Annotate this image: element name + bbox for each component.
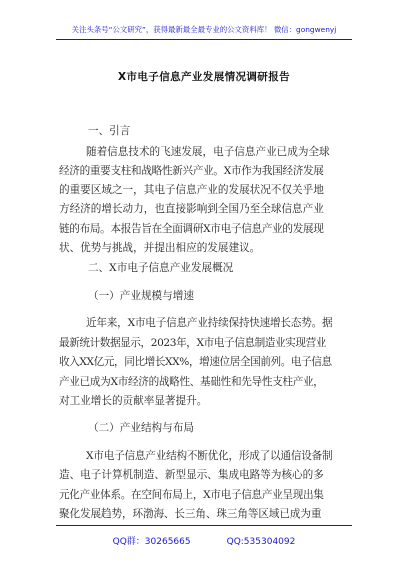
paragraph-line: 方经济的增长动力，也直接影响到全国乃至全球信息产业	[59, 203, 324, 215]
paragraph-line: 状、优势与挑战，并提出相应的发展建议。	[59, 242, 261, 254]
paragraph-line: 造、电子计算机制造、新型显示、集成电路等为核心的多	[59, 469, 324, 481]
page-title: X市电子信息产业发展情况调研报告	[118, 71, 290, 83]
paragraph-line: 近年来，X市电子信息产业持续保持快速增长态势。据	[86, 317, 333, 329]
header-banner: 关注头条号“公文研究”，获得最新最全最专业的公文资料库！ 微信：gongwenyj	[71, 25, 337, 34]
paragraph-line: 的重要区域之一，其电子信息产业的发展状况不仅关乎地	[59, 184, 324, 196]
paragraph-line: 经济的重要支柱和战略性新兴产业。X市作为我国经济发展	[59, 165, 324, 177]
qq-contact-number: QQ:535304092	[226, 537, 296, 547]
qq-group-number: QQ群：30265665	[112, 537, 191, 547]
paragraph-line: 链的布局。本报告旨在全面调研X市电子信息产业的发展现	[59, 223, 324, 235]
paragraph-line: 对工业增长的贡献率显著提升。	[59, 395, 208, 407]
paragraph-line: 最新统计数据显示，2023年，X市电子信息制造业实现营业	[59, 337, 326, 349]
section-heading-introduction: 一、引言	[88, 125, 131, 137]
sub-heading-structure: （二）产业结构与布局	[88, 422, 194, 434]
footer-contact	[0, 534, 408, 547]
paragraph-line: 聚化发展趋势，环渤海、长三角、珠三角等区域已成为重	[59, 508, 322, 520]
sub-heading-scale: （一）产业规模与增速	[88, 290, 194, 302]
paragraph-line: X市电子信息产业结构不断优化，形成了以通信设备制	[86, 450, 333, 462]
header-divider	[56, 39, 352, 40]
paragraph-line: 产业已成为X市经济的战略性、基础性和先导性支柱产业，	[59, 376, 324, 388]
section-heading-overview: 二、X市电子信息产业发展概况	[88, 262, 234, 274]
footer-divider	[56, 525, 352, 526]
paragraph-line: 随着信息技术的飞速发展，电子信息产业已成为全球	[86, 146, 330, 158]
paragraph-line: 收入XX亿元，同比增长XX%，增速位居全国前列。电子信息	[59, 356, 332, 368]
paragraph-line: 元化产业体系。在空间布局上，X市电子信息产业呈现出集	[59, 489, 324, 501]
